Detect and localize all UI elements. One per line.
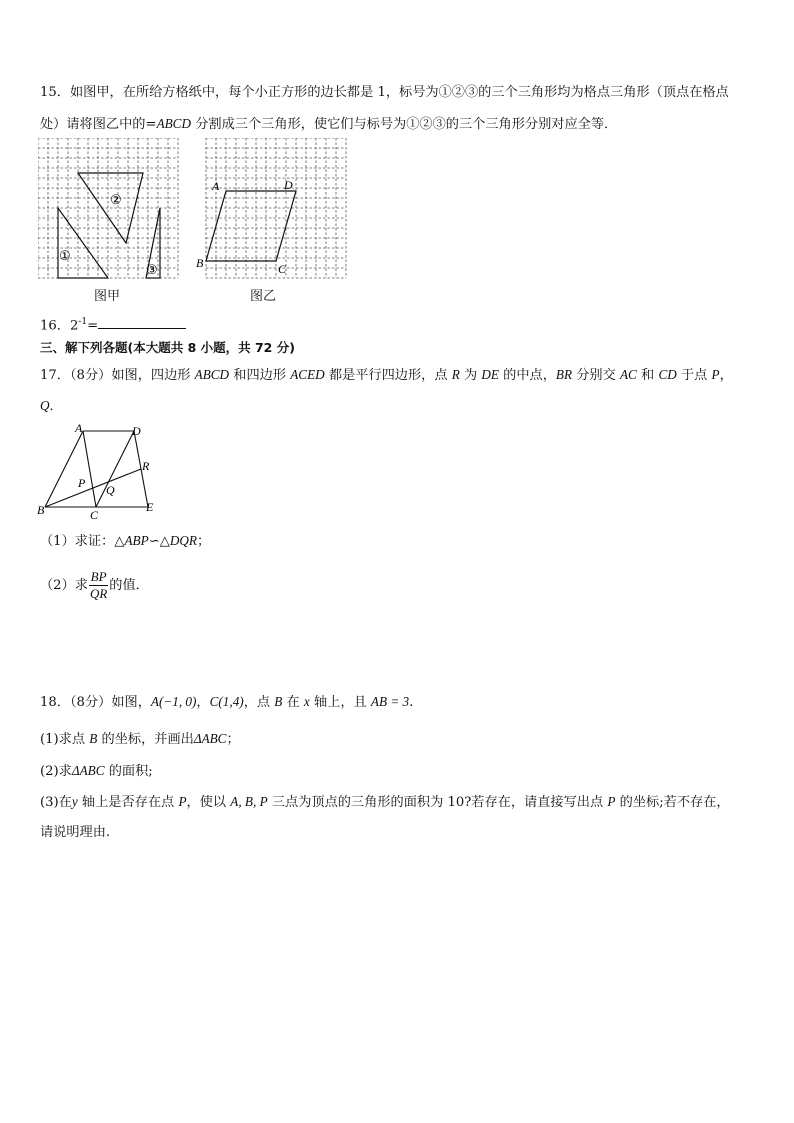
q15-text-line1: 15．如图甲，在所给方格纸中，每个小正方形的边长都是 1，标号为①②③的三个三角形均为格点三角形（顶点在格点 <box>40 85 729 100</box>
q17-abcd: ABCD <box>194 367 230 382</box>
q17-p1-a: （1）求证：△ <box>40 534 125 549</box>
q18-p3-e: 的坐标;若不存在， <box>615 795 730 810</box>
q18-p1-e: ； <box>226 732 240 747</box>
q17-t4: 为 <box>459 368 482 383</box>
q18-t6: . <box>409 695 414 710</box>
q17-t3: 都是平行四边形，点 <box>324 368 452 383</box>
q18-point-a: A(−1, 0) <box>150 694 197 709</box>
q17-t9: ， <box>719 368 733 383</box>
q17-t5: 的中点， <box>498 368 556 383</box>
figure-jia <box>38 138 180 281</box>
figure-q17 <box>36 420 166 524</box>
q17-br: BR <box>555 367 573 382</box>
label-tri-3: ③ <box>146 262 158 277</box>
q17-fraction <box>89 569 108 602</box>
fig17-label-A: A <box>75 421 83 435</box>
q18-p2-abc: ΔABC <box>71 763 105 778</box>
q18-p3-y: y <box>71 794 78 809</box>
seg-AC <box>83 431 96 507</box>
q15-abcd: ABCD <box>156 116 191 131</box>
fig17-label-B: B <box>37 503 45 517</box>
q16-text <box>40 313 186 335</box>
q17-p2-a: （2）求 <box>40 578 88 593</box>
q18-p3-d: 三点为顶点的三角形的面积为 10?若存在，请直接写出点 <box>267 795 608 810</box>
q16-prefix: 16．2 <box>40 318 79 334</box>
q17-p1-dqr: DQR <box>169 533 197 548</box>
seg-BR <box>45 469 141 507</box>
q17-de: DE <box>481 367 499 382</box>
q17-ac: AC <box>620 367 637 382</box>
q17-text-line2 <box>40 397 63 416</box>
figure-yi <box>192 138 348 281</box>
q17-part1 <box>40 532 210 551</box>
q17-p1-end: ； <box>196 534 211 549</box>
q17-p1-abp: ABP <box>124 533 149 548</box>
seg-AB <box>45 431 83 507</box>
q17-q: Q <box>40 398 50 413</box>
q17-p: P <box>711 367 720 382</box>
q18-p1-b: B <box>89 731 98 746</box>
q17-aced: ACED <box>290 367 325 382</box>
fig17-label-P: P <box>78 476 86 490</box>
q18-p3-c: ，使以 <box>186 795 231 810</box>
q18-p3-p: P <box>178 794 187 809</box>
q16-sup: -1 <box>78 317 88 327</box>
q16-answer-blank[interactable] <box>98 315 186 329</box>
section-3-heading: 三、解下列各题(本大题共 8 小题，共 72 分) <box>40 340 295 355</box>
q18-part1 <box>40 730 240 749</box>
q18-t3: ，点 <box>243 695 275 710</box>
q17-t7: 和 <box>636 368 659 383</box>
label-tri-1: ① <box>59 248 71 263</box>
fig17-label-E: E <box>146 500 154 514</box>
fig17-label-Q: Q <box>106 483 115 497</box>
q18-t2: ， <box>196 695 210 710</box>
label-yi-A: A <box>212 179 220 193</box>
label-yi-B: B <box>196 256 204 270</box>
q17-q-end: ． <box>49 399 63 414</box>
label-yi-D: D <box>284 178 293 192</box>
caption-jia: 图甲 <box>94 289 121 304</box>
label-yi-C: C <box>278 262 287 276</box>
q17-t1: 17．（8分）如图，四边形 <box>40 368 195 383</box>
q18-p2-c: 的面积; <box>104 764 153 779</box>
q15-text-c: 分割成三个三角形，使它们与标号为①②③的三个三角形分别对应全等． <box>191 117 618 132</box>
q18-part3-line1 <box>40 793 730 812</box>
q17-part2 <box>40 569 149 603</box>
parallelogram-abcd <box>206 191 296 261</box>
q18-t4: 在 <box>282 695 304 710</box>
q15-text-a: 处）请将图乙中的 <box>40 117 146 132</box>
q17-t6: 分别交 <box>572 368 620 383</box>
q17-t8: 于点 <box>676 368 712 383</box>
fig17-label-D: D <box>132 424 141 438</box>
q17-t2: 和四边形 <box>229 368 291 383</box>
q18-p3-a: (3)在 <box>40 795 72 810</box>
q18-p1-abc: ΔABC <box>193 731 227 746</box>
q18-ab-eq: AB = 3 <box>370 694 410 709</box>
q18-t5: 轴上，且 <box>309 695 371 710</box>
triangle-1 <box>58 208 108 278</box>
fig17-label-R: R <box>142 459 150 473</box>
q18-part2 <box>40 762 153 781</box>
q18-t1: 18．（8分）如图， <box>40 695 151 710</box>
q18-point-c: C(1,4) <box>209 694 244 709</box>
q18-x: x <box>303 694 310 709</box>
q18-p3-p2: P <box>607 794 616 809</box>
q17-cd: CD <box>658 367 677 382</box>
q17-r: R <box>451 367 460 382</box>
q15-text-line2: 处）请将图乙中的=ABCD 分割成三个三角形，使它们与标号为①②③的三个三角形分别对应全等． <box>40 116 618 132</box>
q17-frac-num: BP <box>90 569 107 584</box>
q18-p2-a: (2)求 <box>40 764 72 779</box>
q18-p3-abp: A, B, P <box>230 794 268 809</box>
grid-yi <box>206 138 346 278</box>
q17-frac-den: QR <box>89 586 108 601</box>
q18-text-line1 <box>40 693 413 712</box>
caption-yi: 图乙 <box>250 289 277 304</box>
q18-part3-line2: 请说明理由. <box>40 825 111 840</box>
q17-p1-sim: ∽△ <box>148 534 170 549</box>
seg-CD <box>96 431 134 507</box>
label-tri-2: ② <box>110 192 122 207</box>
q16-eq: = <box>87 318 99 334</box>
q18-p1-c: 的坐标，并画出 <box>97 732 194 747</box>
q18-p1-a: (1)求点 <box>40 732 90 747</box>
q17-text-line1 <box>40 366 733 385</box>
q18-p3-b: 轴上是否存在点 <box>77 795 179 810</box>
q17-p2-b: 的值． <box>109 578 149 593</box>
q18-b: B <box>274 694 283 709</box>
fig17-label-C: C <box>90 508 99 522</box>
